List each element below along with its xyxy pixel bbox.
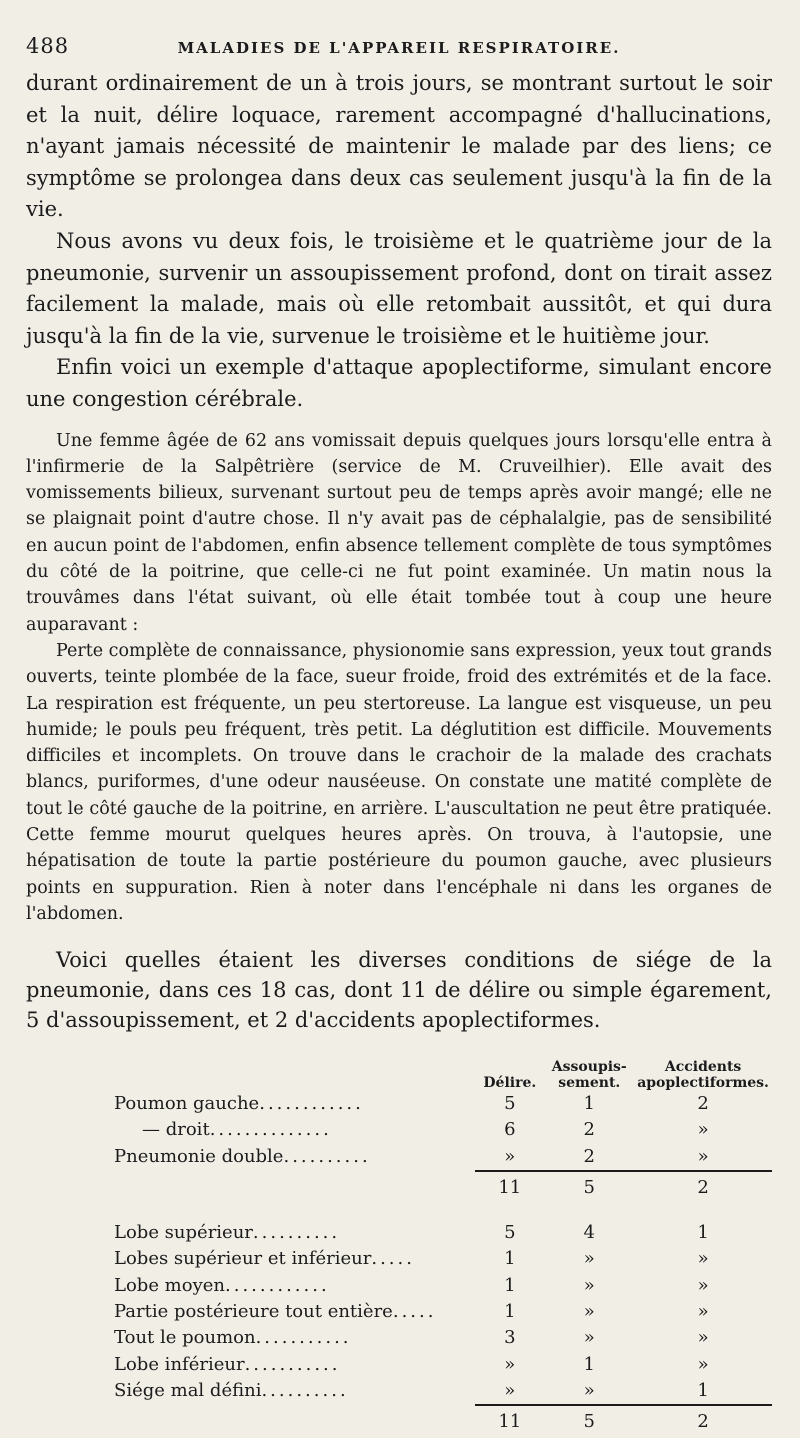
cell-assoupissement: » <box>583 1248 595 1270</box>
cell-accidents: » <box>697 1327 709 1349</box>
cell-assoupissement: 2 <box>583 1145 595 1167</box>
cell-delire: 1 <box>504 1274 516 1296</box>
cell-delire: » <box>504 1353 516 1375</box>
cell-assoupissement: » <box>583 1274 595 1296</box>
column-header-delire: Délire. <box>483 1075 537 1092</box>
cell-accidents: 1 <box>697 1222 709 1244</box>
observation-paragraph-1: Une femme âgée de 62 ans vomissait depuis quelques jours lorsqu'elle entra à l'infirmerie de la Salpêtrière (service de M. Cruveilhier). Elle avait des vomissements bilieux, survenant surtout peu de temps après avoir mangé; elle ne se plaignait point d'autre chose. Il n'y avait pas de céphalalgie, pas de sensibilité en aucun point de l'abdomen, enfin absence tellement complète de tous symptômes du côté de la poitrine, que celle-ci ne fut point examinée. Un matin nous la trouvâmes dans l'état suivant, où elle était tombée tout à coup une heure auparavant : <box>26 430 772 635</box>
column-header-assoupissement: Assoupis- sement. <box>551 1059 627 1092</box>
column-header-accidents: Accidents apoplectiformes. <box>637 1059 769 1092</box>
row-label: Poumon gauche <box>114 1093 260 1115</box>
cell-accidents: » <box>697 1145 709 1167</box>
table-row: — droit.............. 6 2 » <box>26 1117 772 1143</box>
paragraph-delire: durant ordinairement de un à trois jours, se montrant surtout le soir et la nuit, délire loquace, rarement accompagné d'hallucinations, n'ayant jamais nécessité de maintenir le malade par des liens; ce symptôme se prolongea dans deux cas seulement jusqu'à la fin de la vie. <box>26 71 772 222</box>
paragraph-apoplectiforme: Enfin voici un exemple d'attaque apoplectiforme, simulant encore une congestion cérébrale. <box>26 355 772 411</box>
page-number: 488 <box>26 34 70 58</box>
summary-paragraph: Voici quelles étaient les diverses conditions de siége de la pneumonie, dans ces 18 cas, dont 11 de délire ou simple égarement, 5 d'assoupissement, et 2 d'accidents apoplectiformes. <box>26 948 772 1033</box>
table-row: Lobes supérieur et inférieur..... 1 » » <box>26 1246 772 1272</box>
cell-assoupissement: » <box>583 1327 595 1349</box>
table-row: Tout le poumon........... 3 » » <box>26 1325 772 1351</box>
cell-accidents: 2 <box>697 1093 709 1115</box>
table-row: Lobe supérieur.......... 5 4 1 <box>26 1220 772 1246</box>
running-title: MALADIES DE L'APPAREIL RESPIRATOIRE. <box>177 39 621 57</box>
table-row: Poumon gauche............ 5 1 2 <box>26 1091 772 1117</box>
row-label: Lobe inférieur <box>114 1353 245 1375</box>
row-label: Siége mal défini <box>114 1380 262 1402</box>
cell-delire: 1 <box>504 1300 516 1322</box>
row-label: Tout le poumon <box>114 1327 256 1349</box>
cell-assoupissement: 4 <box>583 1222 595 1244</box>
statistics-table <box>26 1051 772 1438</box>
cell-delire: » <box>504 1379 516 1401</box>
total-delire: 11 <box>475 1405 544 1438</box>
row-label: — droit <box>142 1119 210 1141</box>
cell-delire: » <box>504 1145 516 1167</box>
total-accidents: 2 <box>634 1171 772 1204</box>
cell-accidents: » <box>697 1248 709 1270</box>
table-header-row <box>26 1051 772 1091</box>
table-row: Lobe moyen............ 1 » » <box>26 1273 772 1299</box>
cell-assoupissement: » <box>583 1379 595 1401</box>
cell-assoupissement: 1 <box>583 1353 595 1375</box>
cell-accidents: » <box>697 1353 709 1375</box>
total-accidents: 2 <box>634 1405 772 1438</box>
cell-assoupissement: » <box>583 1300 595 1322</box>
cell-delire: 1 <box>504 1248 516 1270</box>
cell-delire: 5 <box>504 1093 516 1115</box>
table-row: Siége mal défini.......... » » 1 <box>26 1378 772 1405</box>
table-row: Pneumonie double.......... » 2 » <box>26 1144 772 1171</box>
cell-delire: 3 <box>504 1327 516 1349</box>
row-label: Pneumonie double <box>114 1146 284 1168</box>
row-label: Lobe supérieur <box>114 1222 253 1244</box>
row-label: Partie postérieure tout entière <box>114 1300 393 1322</box>
cell-accidents: » <box>697 1119 709 1141</box>
row-label: Lobe moyen <box>114 1274 226 1296</box>
cell-delire: 6 <box>504 1119 516 1141</box>
cell-accidents: » <box>697 1300 709 1322</box>
paragraph-assoupissement: Nous avons vu deux fois, le troisième et le quatrième jour de la pneumonie, survenir un assoupissement profond, dont on tirait assez facilement la malade, mais où elle retombait aussitôt, et qui dura jusqu'à la fin de la vie, survenue le troisième et le huitième jour. <box>26 228 772 348</box>
cell-assoupissement: 2 <box>583 1119 595 1141</box>
table-total-row <box>26 1405 772 1438</box>
cell-delire: 5 <box>504 1222 516 1244</box>
row-label: Lobes supérieur et inférieur <box>114 1248 372 1270</box>
table-row: Partie postérieure tout entière..... 1 » » <box>26 1299 772 1325</box>
total-assoupissement: 5 <box>544 1171 634 1204</box>
total-delire: 11 <box>475 1171 544 1204</box>
total-assoupissement: 5 <box>544 1405 634 1438</box>
cell-assoupissement: 1 <box>583 1093 595 1115</box>
cell-accidents: » <box>697 1274 709 1296</box>
table-total-row <box>26 1171 772 1204</box>
table-row: Lobe inférieur........... » 1 » <box>26 1352 772 1378</box>
observation-paragraph-2: Perte complète de connaissance, physionomie sans expression, yeux tout grands ouverts, teinte plombée de la face, sueur froide, froid des extrémités et de la face. La respiration est fréquente, un peu stertoreuse. La langue est visqueuse, un peu humide; le pouls peu fréquent, très petit. La déglutition est difficile. Mouvements difficiles et incomplets. On trouve dans le crachoir de la malade des crachats blancs, puriformes, d'une odeur nauséeuse. On constate une matité complète de tout le côté gauche de la poitrine, en arrière. L'auscultation ne peut être pratiquée. Cette femme mourut quelques heures après. On trouva, à l'autopsie, une hépatisation de toute la partie postérieure du poumon gauche, avec plusieurs points en suppuration. Rien à noter dans l'encéphale ni dans les organes de l'abdomen. <box>26 640 772 924</box>
page-header <box>26 34 772 64</box>
cell-accidents: 1 <box>697 1379 709 1401</box>
